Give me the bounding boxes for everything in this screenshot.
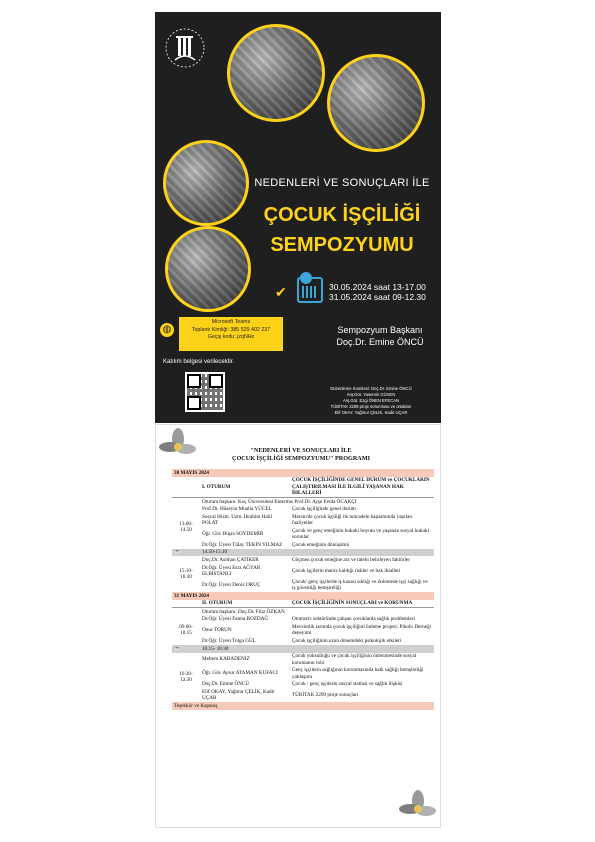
coffee-cup-icon: ☕ bbox=[172, 645, 200, 653]
day-2-label: 31 MAYIS 2024 bbox=[172, 592, 434, 600]
session-header-row bbox=[172, 477, 434, 498]
table-row bbox=[172, 564, 434, 578]
check-icon: ✔ bbox=[275, 284, 287, 300]
globe-icon: ◍ bbox=[160, 323, 174, 337]
symposium-program bbox=[155, 424, 441, 828]
photo-children-working-4 bbox=[165, 226, 251, 312]
poster-subtitle: NEDENLERİ VE SONUÇLARI İLE bbox=[254, 177, 430, 189]
date-1: 30.05.2024 saat 13-17.00 bbox=[329, 282, 426, 292]
speaker: Dr.Öğr. Üyesi Fatma BOZDAĞ bbox=[202, 616, 269, 623]
poster-title bbox=[247, 200, 437, 260]
table-row bbox=[172, 667, 434, 681]
program-title-line1: "NEDENLERİ VE SONUÇLARI İLE bbox=[250, 447, 352, 454]
day-row bbox=[172, 592, 434, 600]
talk-topic: Mevsimlik tarımda çocuk işçiliğini önleme projesi: Pikolo Derneği deneyimi bbox=[292, 623, 432, 637]
table-row bbox=[172, 623, 434, 637]
symposium-poster bbox=[155, 12, 441, 423]
committee-line: Arş.Gör. Yasemin GÜVEN bbox=[346, 392, 396, 397]
teams-meeting-id: Toplantı Kimliği: 385 529 402 237 bbox=[191, 326, 271, 333]
break-row bbox=[172, 645, 434, 653]
talk-topic: Çocuk işçiliğinde genel durum bbox=[292, 506, 356, 513]
committee-line: Arş.Gör. Ezgi ÖNEN EFECAN bbox=[342, 398, 400, 403]
talk-topic: Mersin'de çocuk işçiliği ile mücadele kapsamında yapılan faaliyetler bbox=[292, 513, 412, 527]
speaker: Öğr. Gör. Büşra SOYDEMİR bbox=[202, 530, 264, 537]
talk-topic: Göçmen çocuk emeğine arz ve talebi belirleyen faktörler bbox=[292, 556, 410, 563]
speaker: Onur TORUN bbox=[202, 627, 232, 634]
session-1-topic: ÇOCUK İŞÇİLİĞİNDE GENEL DURUM ve ÇOCUKLARIN ÇALIŞTIRILMASI İLE İLGİLİ YAŞANAN HAK İHLALLERİ bbox=[290, 477, 434, 498]
table-row bbox=[172, 688, 434, 702]
table-row bbox=[172, 616, 434, 624]
talk-topic: Çocuk işçilerin maruz kaldığı riskler ve hak ihlalleri bbox=[292, 567, 401, 574]
table-row bbox=[172, 556, 434, 564]
day-1-label: 30 MAYIS 2024 bbox=[172, 469, 434, 477]
teams-label: Microsoft Teams bbox=[211, 319, 251, 325]
qr-code[interactable] bbox=[185, 372, 225, 412]
speaker: Öğr. Gör. Aysur ATAMAN KUFACI bbox=[202, 670, 278, 677]
poster-title-line2: SEMPOZYUMU bbox=[270, 234, 414, 256]
talk-topic: Çocuk ve genç emeğinin hukuki boyutu ve yaşanan sosyal hukuki sorunlar bbox=[292, 527, 430, 541]
photo-children-working-2 bbox=[327, 54, 425, 152]
session-1-time: 13.00-14.50 bbox=[179, 520, 193, 534]
table-row bbox=[172, 527, 434, 541]
session-2-name: II. OTURUM bbox=[200, 600, 290, 608]
photo-children-working-3 bbox=[163, 140, 249, 226]
talk-topic: Çocuk/ genç işçilerde iş kazası sıklığı ve önlemede işçi sağlığı ve iş güvenliği hemşireliği bbox=[292, 578, 428, 591]
poster-title-line1: ÇOCUK İŞÇİLİĞİ bbox=[263, 204, 421, 226]
session-1-name: I. OTURUM bbox=[200, 477, 290, 498]
break-1-time: 14.50-15.10 bbox=[200, 549, 434, 557]
session-chair-row bbox=[172, 608, 434, 616]
table-row bbox=[172, 578, 434, 592]
speaker: Dr.Öğr. Üyesi Tolga GÜL bbox=[202, 637, 256, 644]
closing-label: Teşekkür ve Kapanış bbox=[172, 702, 434, 710]
talk-topic: Çocuk işçiliğinin uzun dönemdeki psikolojik etkileri bbox=[292, 637, 402, 644]
date-2: 31.05.2024 saat 09-12.30 bbox=[329, 292, 426, 302]
talk-topic: Çocuk yoksulluğu ve çocuk işçiliğinin önlenmesinde sosyal korumanın rolü bbox=[292, 653, 417, 666]
photo-children-working-1 bbox=[227, 24, 325, 122]
session-2-topic: ÇOCUK İŞÇİLİĞİNİN SONUÇLARI ve KORUNMA bbox=[290, 600, 434, 608]
calendar-icon bbox=[297, 277, 323, 303]
teams-info-box bbox=[179, 317, 283, 351]
organizing-committee bbox=[305, 386, 437, 416]
session-header-row bbox=[172, 600, 434, 608]
chair-role: Sempozyum Başkanı bbox=[337, 325, 423, 335]
university-logo bbox=[163, 26, 207, 70]
table-row bbox=[172, 513, 434, 527]
committee-line: TÜBİTAK 2209 proje sorumlusu ve ortakları bbox=[330, 404, 412, 409]
talk-topic: Otomotiv sektöründe çalışan çocuklarda sağlık problemleri bbox=[292, 616, 415, 623]
speaker: Dr.Öğr. Üyesi Esra AĞYAR ELBİSTANLI bbox=[202, 564, 261, 577]
speaker: Dr.Öğr. Üyesi Deniz ORUÇ bbox=[202, 581, 261, 588]
event-dates bbox=[329, 282, 426, 302]
speaker: Meltem KARADENİZ bbox=[202, 656, 250, 663]
speaker: Elif OKAY, Yağmur ÇELİK, Kadir UÇAR bbox=[202, 688, 275, 702]
session-1-chair: Oturum başkanı: Koç Üniversitesi Emeritus Prof.Dr. Ayşe Ferda OCAKÇI bbox=[202, 498, 357, 505]
talk-topic: Çocuk emeğinin dönüşümü bbox=[292, 541, 350, 548]
program-table bbox=[172, 469, 434, 710]
session-2-chair: Oturum başkanı: Doç.Dr. Filiz ÖZKAN bbox=[202, 608, 285, 615]
talk-topic: Çocuk / genç işçilerin sosyal statüsü ve sağlık ilişkisi bbox=[292, 681, 403, 688]
speaker: Doç.Dr. Emine ÖNCÜ bbox=[202, 681, 250, 688]
certificate-note: Katılım belgesi verilecektir. bbox=[163, 359, 235, 365]
session-2b-time: 10.30-12.30 bbox=[179, 670, 193, 684]
table-row bbox=[172, 541, 434, 549]
break-2-time: 10.15- 10.30 bbox=[200, 645, 434, 653]
speaker: Dr.Öğr. Üyesi Tülay TEKİN YILMAZ bbox=[202, 541, 283, 548]
speaker: Doç.Dr. Aslıhan ÇATIKER bbox=[202, 556, 259, 563]
table-row bbox=[172, 681, 434, 689]
committee-line: Elif OKAY, Yağmur ÇELİK, Kadir UÇAR bbox=[334, 410, 408, 415]
speaker: Prof.Dr. Hüseyin Mualla YÜCEL bbox=[202, 506, 272, 513]
program-title bbox=[196, 447, 406, 463]
closing-row bbox=[172, 702, 434, 710]
symposium-chair bbox=[325, 324, 435, 348]
chair-name: Doç.Dr. Emine ÖNCÜ bbox=[336, 337, 424, 347]
coffee-cup-icon: ☕ bbox=[172, 549, 200, 557]
committee-line: Düzenleme Komitesi: Doç.Dr. Emine ÖNCÜ bbox=[330, 386, 412, 391]
speaker: Sosyal Hizm. Uzm. İbrahim Halil POLAT bbox=[202, 513, 273, 527]
program-title-line2: ÇOCUK İŞÇİLİĞİ SEMPOZYUMU" PROGRAMI bbox=[231, 455, 371, 462]
flower-decoration-icon bbox=[158, 427, 198, 465]
table-row bbox=[172, 653, 434, 667]
day-row bbox=[172, 469, 434, 477]
teams-passcode: Geçiş kodu: jzqNHz bbox=[207, 334, 255, 340]
session-2-time: 09.00-10.15 bbox=[179, 623, 193, 637]
table-row bbox=[172, 637, 434, 645]
flower-decoration-icon bbox=[398, 787, 438, 825]
session-chair-row bbox=[172, 498, 434, 506]
session-1b-time: 15.10-16.30 bbox=[179, 567, 193, 581]
talk-topic: Genç işçilerin sağlığının korunmasında halk sağlığı hemşireliği yaklaşımı bbox=[292, 667, 424, 680]
table-row bbox=[172, 506, 434, 514]
break-row bbox=[172, 549, 434, 557]
talk-topic: TÜBİTAK 2209 proje sonuçları bbox=[292, 691, 359, 698]
